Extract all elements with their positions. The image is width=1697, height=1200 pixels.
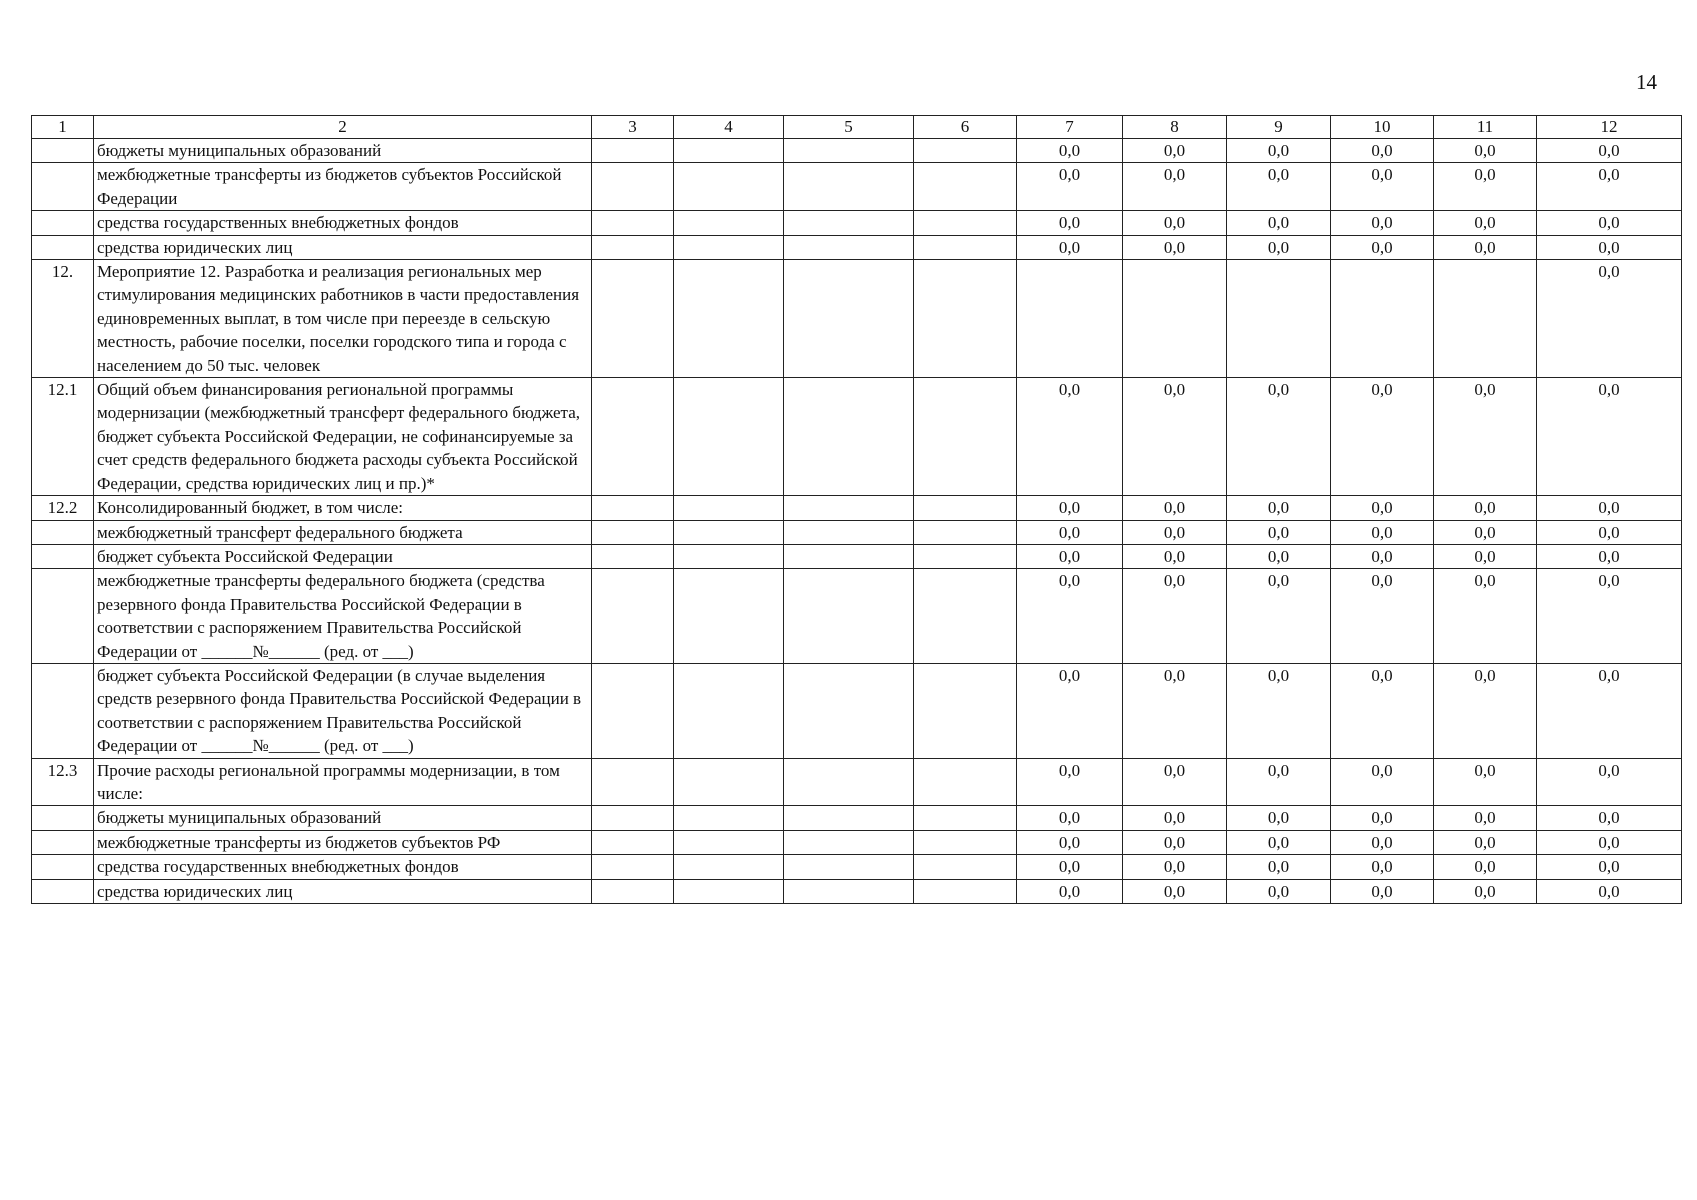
empty-cell-col-3 [592,806,674,830]
value-cell-col-11: 0,0 [1434,806,1537,830]
value-cell-col-10: 0,0 [1331,235,1434,259]
empty-cell-col-6 [914,830,1017,854]
value-cell-col-12: 0,0 [1537,663,1682,758]
value-cell-col-8: 0,0 [1123,663,1227,758]
empty-cell-col-6 [914,163,1017,211]
column-header-6: 6 [914,116,1017,139]
empty-cell-col-3 [592,163,674,211]
empty-cell-col-4 [674,139,784,163]
row-description-cell: средства государственных внебюджетных фондов [94,211,592,235]
value-cell-col-9: 0,0 [1227,520,1331,544]
value-cell-col-7: 0,0 [1017,879,1123,903]
value-cell-col-9: 0,0 [1227,830,1331,854]
table-row [32,163,1682,211]
value-cell-col-9: 0,0 [1227,496,1331,520]
empty-cell-col-4 [674,235,784,259]
empty-cell-col-5 [784,211,914,235]
empty-cell-col-3 [592,758,674,806]
row-number-cell: 12. [32,260,94,378]
empty-cell-col-6 [914,758,1017,806]
row-number-cell: 12.2 [32,496,94,520]
row-number-cell [32,879,94,903]
empty-cell-col-3 [592,663,674,758]
empty-cell-col-4 [674,830,784,854]
empty-cell-col-6 [914,879,1017,903]
value-cell-col-7: 0,0 [1017,496,1123,520]
empty-cell-col-4 [674,569,784,664]
row-number-cell [32,663,94,758]
page-number: 14 [1636,70,1657,94]
value-cell-col-10: 0,0 [1331,496,1434,520]
value-cell-col-11 [1434,260,1537,378]
value-cell-col-11: 0,0 [1434,830,1537,854]
empty-cell-col-6 [914,496,1017,520]
row-description-cell: Мероприятие 12. Разработка и реализация региональных мер стимулирования медицинских работников в части предоставления единовременных выплат, в том числе при переезде в сельскую местность, рабочие поселки, поселки городского типа и города с населением до 50 тыс. человек [94,260,592,378]
value-cell-col-8: 0,0 [1123,378,1227,496]
value-cell-col-8: 0,0 [1123,139,1227,163]
table-row [32,758,1682,806]
row-description-cell: межбюджетные трансферты из бюджетов субъектов Российской Федерации [94,163,592,211]
value-cell-col-8: 0,0 [1123,235,1227,259]
value-cell-col-8: 0,0 [1123,806,1227,830]
value-cell-col-9 [1227,260,1331,378]
row-description-cell: Прочие расходы региональной программы модернизации, в том числе: [94,758,592,806]
value-cell-col-10: 0,0 [1331,830,1434,854]
empty-cell-col-6 [914,806,1017,830]
value-cell-col-9: 0,0 [1227,855,1331,879]
empty-cell-col-4 [674,496,784,520]
row-number-cell [32,830,94,854]
empty-cell-col-3 [592,235,674,259]
column-header-4: 4 [674,116,784,139]
row-description-cell: бюджет субъекта Российской Федерации [94,544,592,568]
row-number-cell [32,235,94,259]
empty-cell-col-5 [784,544,914,568]
value-cell-col-7: 0,0 [1017,520,1123,544]
empty-cell-col-5 [784,496,914,520]
table-body [32,139,1682,904]
empty-cell-col-6 [914,663,1017,758]
empty-cell-col-3 [592,879,674,903]
value-cell-col-7: 0,0 [1017,544,1123,568]
row-description-cell: бюджет субъекта Российской Федерации (в случае выделения средств резервного фонда Правительства Российской Федерации в соответствии с распоряжением Правительства Российской Федерации от ______№______ (ред. от ___) [94,663,592,758]
value-cell-col-7: 0,0 [1017,378,1123,496]
value-cell-col-8: 0,0 [1123,855,1227,879]
empty-cell-col-3 [592,260,674,378]
empty-cell-col-3 [592,139,674,163]
value-cell-col-11: 0,0 [1434,569,1537,664]
table-row [32,879,1682,903]
empty-cell-col-4 [674,163,784,211]
column-header-11: 11 [1434,116,1537,139]
empty-cell-col-6 [914,211,1017,235]
row-description-cell: Консолидированный бюджет, в том числе: [94,496,592,520]
value-cell-col-12: 0,0 [1537,163,1682,211]
value-cell-col-8: 0,0 [1123,879,1227,903]
value-cell-col-10: 0,0 [1331,855,1434,879]
value-cell-col-12: 0,0 [1537,830,1682,854]
empty-cell-col-6 [914,139,1017,163]
value-cell-col-11: 0,0 [1434,758,1537,806]
table-row [32,663,1682,758]
value-cell-col-12: 0,0 [1537,520,1682,544]
empty-cell-col-4 [674,879,784,903]
empty-cell-col-5 [784,879,914,903]
column-header-7: 7 [1017,116,1123,139]
empty-cell-col-5 [784,139,914,163]
row-description-cell: средства государственных внебюджетных фондов [94,855,592,879]
value-cell-col-11: 0,0 [1434,855,1537,879]
empty-cell-col-4 [674,544,784,568]
header-row [32,116,1682,139]
table-row [32,496,1682,520]
column-header-9: 9 [1227,116,1331,139]
value-cell-col-12: 0,0 [1537,260,1682,378]
value-cell-col-7: 0,0 [1017,663,1123,758]
row-description-cell: межбюджетные трансферты федерального бюджета (средства резервного фонда Правительства Российской Федерации в соответствии с распоряжением Правительства Российской Федерации от ______№______ (ред. от ___) [94,569,592,664]
column-header-1: 1 [32,116,94,139]
value-cell-col-7: 0,0 [1017,830,1123,854]
column-header-10: 10 [1331,116,1434,139]
empty-cell-col-3 [592,544,674,568]
empty-cell-col-6 [914,569,1017,664]
empty-cell-col-5 [784,663,914,758]
value-cell-col-10: 0,0 [1331,378,1434,496]
empty-cell-col-6 [914,855,1017,879]
table-row [32,520,1682,544]
column-header-8: 8 [1123,116,1227,139]
value-cell-col-7: 0,0 [1017,569,1123,664]
value-cell-col-7: 0,0 [1017,163,1123,211]
table-row [32,139,1682,163]
empty-cell-col-4 [674,758,784,806]
value-cell-col-7: 0,0 [1017,855,1123,879]
empty-cell-col-3 [592,520,674,544]
value-cell-col-7: 0,0 [1017,806,1123,830]
value-cell-col-11: 0,0 [1434,235,1537,259]
row-description-cell: межбюджетные трансферты из бюджетов субъектов РФ [94,830,592,854]
empty-cell-col-4 [674,663,784,758]
value-cell-col-10: 0,0 [1331,211,1434,235]
value-cell-col-7: 0,0 [1017,139,1123,163]
value-cell-col-8: 0,0 [1123,544,1227,568]
row-description-cell: средства юридических лиц [94,235,592,259]
value-cell-col-12: 0,0 [1537,235,1682,259]
row-number-cell [32,544,94,568]
empty-cell-col-6 [914,544,1017,568]
value-cell-col-8: 0,0 [1123,758,1227,806]
value-cell-col-9: 0,0 [1227,569,1331,664]
empty-cell-col-5 [784,260,914,378]
value-cell-col-9: 0,0 [1227,211,1331,235]
value-cell-col-11: 0,0 [1434,378,1537,496]
empty-cell-col-3 [592,855,674,879]
row-number-cell: 12.1 [32,378,94,496]
value-cell-col-11: 0,0 [1434,544,1537,568]
value-cell-col-12: 0,0 [1537,211,1682,235]
value-cell-col-12: 0,0 [1537,378,1682,496]
value-cell-col-8: 0,0 [1123,830,1227,854]
value-cell-col-10: 0,0 [1331,569,1434,664]
value-cell-col-7 [1017,260,1123,378]
table-row [32,235,1682,259]
empty-cell-col-4 [674,855,784,879]
empty-cell-col-5 [784,163,914,211]
row-number-cell [32,520,94,544]
value-cell-col-12: 0,0 [1537,806,1682,830]
value-cell-col-10: 0,0 [1331,520,1434,544]
row-description-cell: Общий объем финансирования региональной программы модернизации (межбюджетный трансферт федерального бюджета, бюджет субъекта Российской Федерации, не софинансируемые за счет средств федерального бюджета расходы субъекта Российской Федерации, средства юридических лиц и пр.)* [94,378,592,496]
empty-cell-col-6 [914,235,1017,259]
empty-cell-col-5 [784,520,914,544]
value-cell-col-8: 0,0 [1123,520,1227,544]
value-cell-col-7: 0,0 [1017,235,1123,259]
empty-cell-col-3 [592,830,674,854]
table-row [32,260,1682,378]
value-cell-col-8 [1123,260,1227,378]
empty-cell-col-5 [784,855,914,879]
empty-cell-col-4 [674,211,784,235]
value-cell-col-12: 0,0 [1537,544,1682,568]
row-number-cell [32,855,94,879]
value-cell-col-12: 0,0 [1537,855,1682,879]
empty-cell-col-6 [914,520,1017,544]
empty-cell-col-5 [784,830,914,854]
table-row [32,378,1682,496]
value-cell-col-10: 0,0 [1331,663,1434,758]
value-cell-col-10: 0,0 [1331,544,1434,568]
row-number-cell [32,806,94,830]
table-row [32,544,1682,568]
value-cell-col-11: 0,0 [1434,496,1537,520]
empty-cell-col-4 [674,260,784,378]
empty-cell-col-6 [914,378,1017,496]
column-header-2: 2 [94,116,592,139]
row-description-cell: средства юридических лиц [94,879,592,903]
value-cell-col-11: 0,0 [1434,879,1537,903]
column-header-5: 5 [784,116,914,139]
empty-cell-col-5 [784,569,914,664]
value-cell-col-9: 0,0 [1227,663,1331,758]
table-row [32,855,1682,879]
table-row [32,830,1682,854]
empty-cell-col-5 [784,758,914,806]
row-description-cell: бюджеты муниципальных образований [94,139,592,163]
value-cell-col-12: 0,0 [1537,496,1682,520]
empty-cell-col-3 [592,496,674,520]
value-cell-col-8: 0,0 [1123,211,1227,235]
value-cell-col-10: 0,0 [1331,879,1434,903]
table-header [32,116,1682,139]
value-cell-col-11: 0,0 [1434,211,1537,235]
row-number-cell [32,211,94,235]
value-cell-col-7: 0,0 [1017,758,1123,806]
empty-cell-col-5 [784,806,914,830]
row-description-cell: межбюджетный трансферт федерального бюджета [94,520,592,544]
row-description-cell: бюджеты муниципальных образований [94,806,592,830]
value-cell-col-9: 0,0 [1227,544,1331,568]
value-cell-col-11: 0,0 [1434,163,1537,211]
empty-cell-col-5 [784,235,914,259]
empty-cell-col-3 [592,378,674,496]
value-cell-col-9: 0,0 [1227,879,1331,903]
budget-table [31,115,1682,904]
value-cell-col-10 [1331,260,1434,378]
value-cell-col-12: 0,0 [1537,139,1682,163]
value-cell-col-12: 0,0 [1537,569,1682,664]
empty-cell-col-6 [914,260,1017,378]
empty-cell-col-4 [674,520,784,544]
empty-cell-col-5 [784,378,914,496]
row-number-cell [32,163,94,211]
value-cell-col-9: 0,0 [1227,139,1331,163]
empty-cell-col-4 [674,806,784,830]
value-cell-col-8: 0,0 [1123,496,1227,520]
value-cell-col-9: 0,0 [1227,163,1331,211]
empty-cell-col-3 [592,569,674,664]
row-number-cell [32,569,94,664]
column-header-3: 3 [592,116,674,139]
value-cell-col-10: 0,0 [1331,758,1434,806]
value-cell-col-10: 0,0 [1331,806,1434,830]
value-cell-col-9: 0,0 [1227,235,1331,259]
value-cell-col-11: 0,0 [1434,663,1537,758]
value-cell-col-8: 0,0 [1123,569,1227,664]
value-cell-col-12: 0,0 [1537,758,1682,806]
value-cell-col-9: 0,0 [1227,806,1331,830]
column-header-12: 12 [1537,116,1682,139]
value-cell-col-10: 0,0 [1331,163,1434,211]
row-number-cell: 12.3 [32,758,94,806]
value-cell-col-11: 0,0 [1434,139,1537,163]
value-cell-col-7: 0,0 [1017,211,1123,235]
table-row [32,806,1682,830]
table-row [32,211,1682,235]
row-number-cell [32,139,94,163]
empty-cell-col-3 [592,211,674,235]
value-cell-col-10: 0,0 [1331,139,1434,163]
table-row [32,569,1682,664]
value-cell-col-8: 0,0 [1123,163,1227,211]
value-cell-col-11: 0,0 [1434,520,1537,544]
empty-cell-col-4 [674,378,784,496]
value-cell-col-9: 0,0 [1227,378,1331,496]
value-cell-col-12: 0,0 [1537,879,1682,903]
value-cell-col-9: 0,0 [1227,758,1331,806]
